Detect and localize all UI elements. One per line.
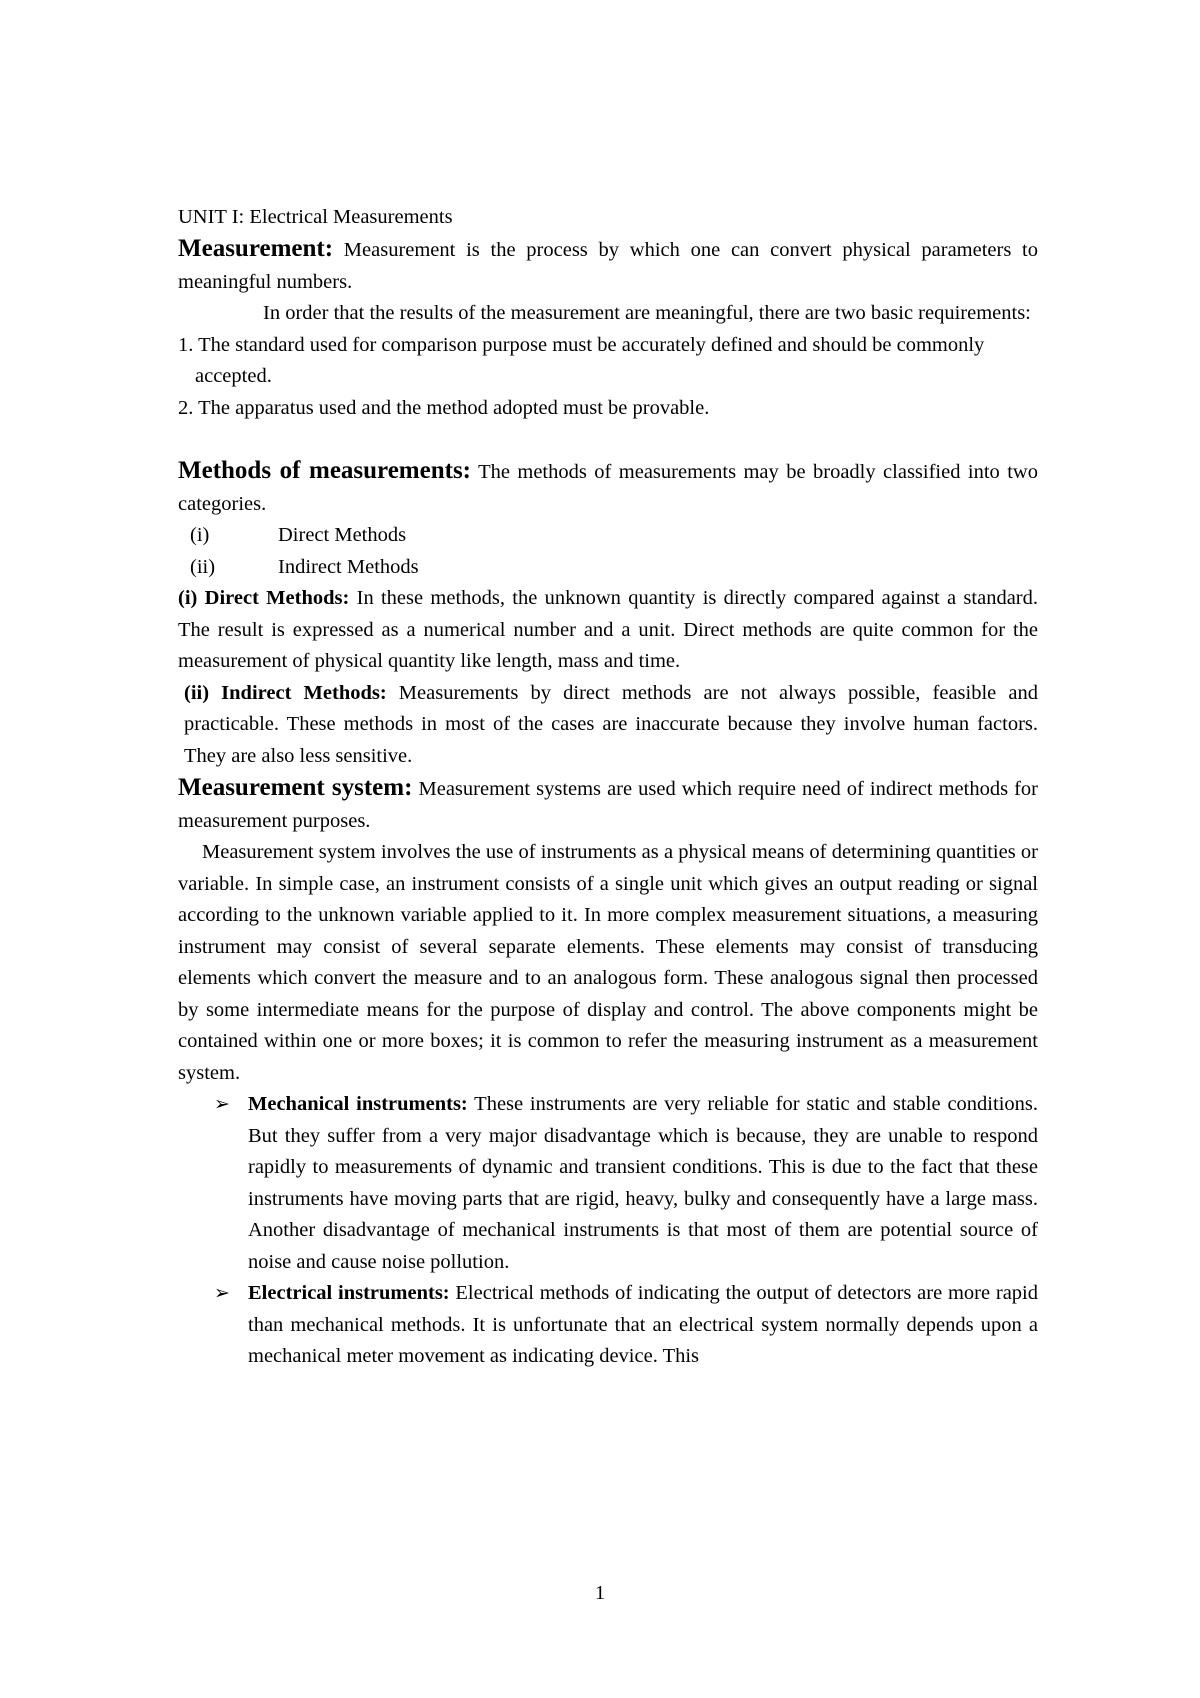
instrument-list [178, 1089, 1038, 1373]
instrument-text: Electrical methods of indicating the output of detectors are more rapid than mechanical methods. It is unfortunate that an electrical system normally depends upon a mechanical meter movement as indicating device. This [248, 1282, 1038, 1367]
instrument-text: These instruments are very reliable for static and stable conditions. But they suffer from a very major disadvantage which is because, they are unable to respond rapidly to measurements of dynamic and transient conditions. This is due to the fact that these instruments have moving parts that are rigid, heavy, bulky and consequently have a large mass. Another disadvantage of mechanical instruments is that most of them are potential source of noise and cause noise pollution. [248, 1093, 1038, 1273]
arrow-bullet-icon: ➢ [214, 1093, 230, 1115]
list-item [178, 1089, 1038, 1278]
instrument-term: Mechanical instruments: [248, 1093, 468, 1115]
methods-list-item [178, 520, 1038, 552]
list-label: Indirect Methods [278, 555, 419, 578]
system-term: Measurement system: [178, 774, 413, 801]
requirement-number: 1. [178, 333, 194, 356]
requirement-item [178, 330, 1038, 393]
methods-term: Methods of measurements: [178, 457, 471, 484]
requirement-text: The apparatus used and the method adopted must be provable. [193, 396, 710, 419]
indirect-methods-term: (ii) Indirect Methods: [184, 681, 387, 704]
page-number: 1 [594, 1582, 606, 1604]
arrow-bullet-icon: ➢ [214, 1282, 230, 1304]
measurement-definition [178, 233, 1038, 298]
list-number: (ii) [190, 555, 216, 578]
list-item [178, 1278, 1038, 1373]
spacer [178, 424, 1038, 455]
page-content [178, 202, 1038, 1373]
system-text: Measurement systems are used which require need of indirect methods for measurement purposes. [178, 778, 1039, 832]
methods-list-item [178, 552, 1038, 584]
requirement-text: The standard used for comparison purpose must be accurately defined and should be commonly accepted. [193, 333, 985, 387]
list-label: Direct Methods [278, 524, 407, 546]
direct-methods-term: (i) Direct Methods: [178, 587, 350, 609]
unit-title: UNIT I: Electrical Measurements [178, 206, 453, 228]
requirements-intro: In order that the results of the measurement are meaningful, there are two basic requirements: [263, 302, 1031, 324]
instrument-term: Electrical instruments: [248, 1282, 450, 1304]
direct-methods-paragraph [178, 583, 1038, 678]
indirect-methods-text: Measurements by direct methods are not always possible, feasible and practicable. These methods in most of the cases are inaccurate because they involve human factors. They are also less sensitive. [184, 681, 1038, 767]
requirement-number: 2. [178, 396, 194, 419]
indirect-methods-paragraph [178, 678, 1038, 773]
system-paragraph: Measurement system involves the use of instruments as a physical means of determining quantities or variable. In simple case, an instrument consists of a single unit which gives an output reading or signal according to the unknown variable applied to it. In more complex measurement situations, a measuring instrument may consist of several separate elements. These elements may consist of transducing elements which convert the measure and to an analogous form. These analogous signal then processed by some intermediate means for the purpose of display and control. The above components might be contained within one or more boxes; it is common to refer the measuring instrument as a measurement system. [178, 841, 1038, 1084]
direct-methods-text: In these methods, the unknown quantity is directly compared against a standard. The result is expressed as a numerical number and a unit. Direct methods are quite common for the measurement of physical quantity like length, mass and time. [178, 587, 1039, 672]
measurement-term: Measurement: [178, 235, 334, 262]
list-number: (i) [190, 524, 210, 546]
methods-definition [178, 455, 1038, 520]
system-definition [178, 772, 1038, 837]
methods-text: The methods of measurements may be broadly classified into two categories. [178, 461, 1038, 515]
measurement-text: Measurement is the process by which one can convert physical parameters to meaningful numbers. [178, 239, 1038, 293]
requirement-item [178, 393, 1038, 425]
